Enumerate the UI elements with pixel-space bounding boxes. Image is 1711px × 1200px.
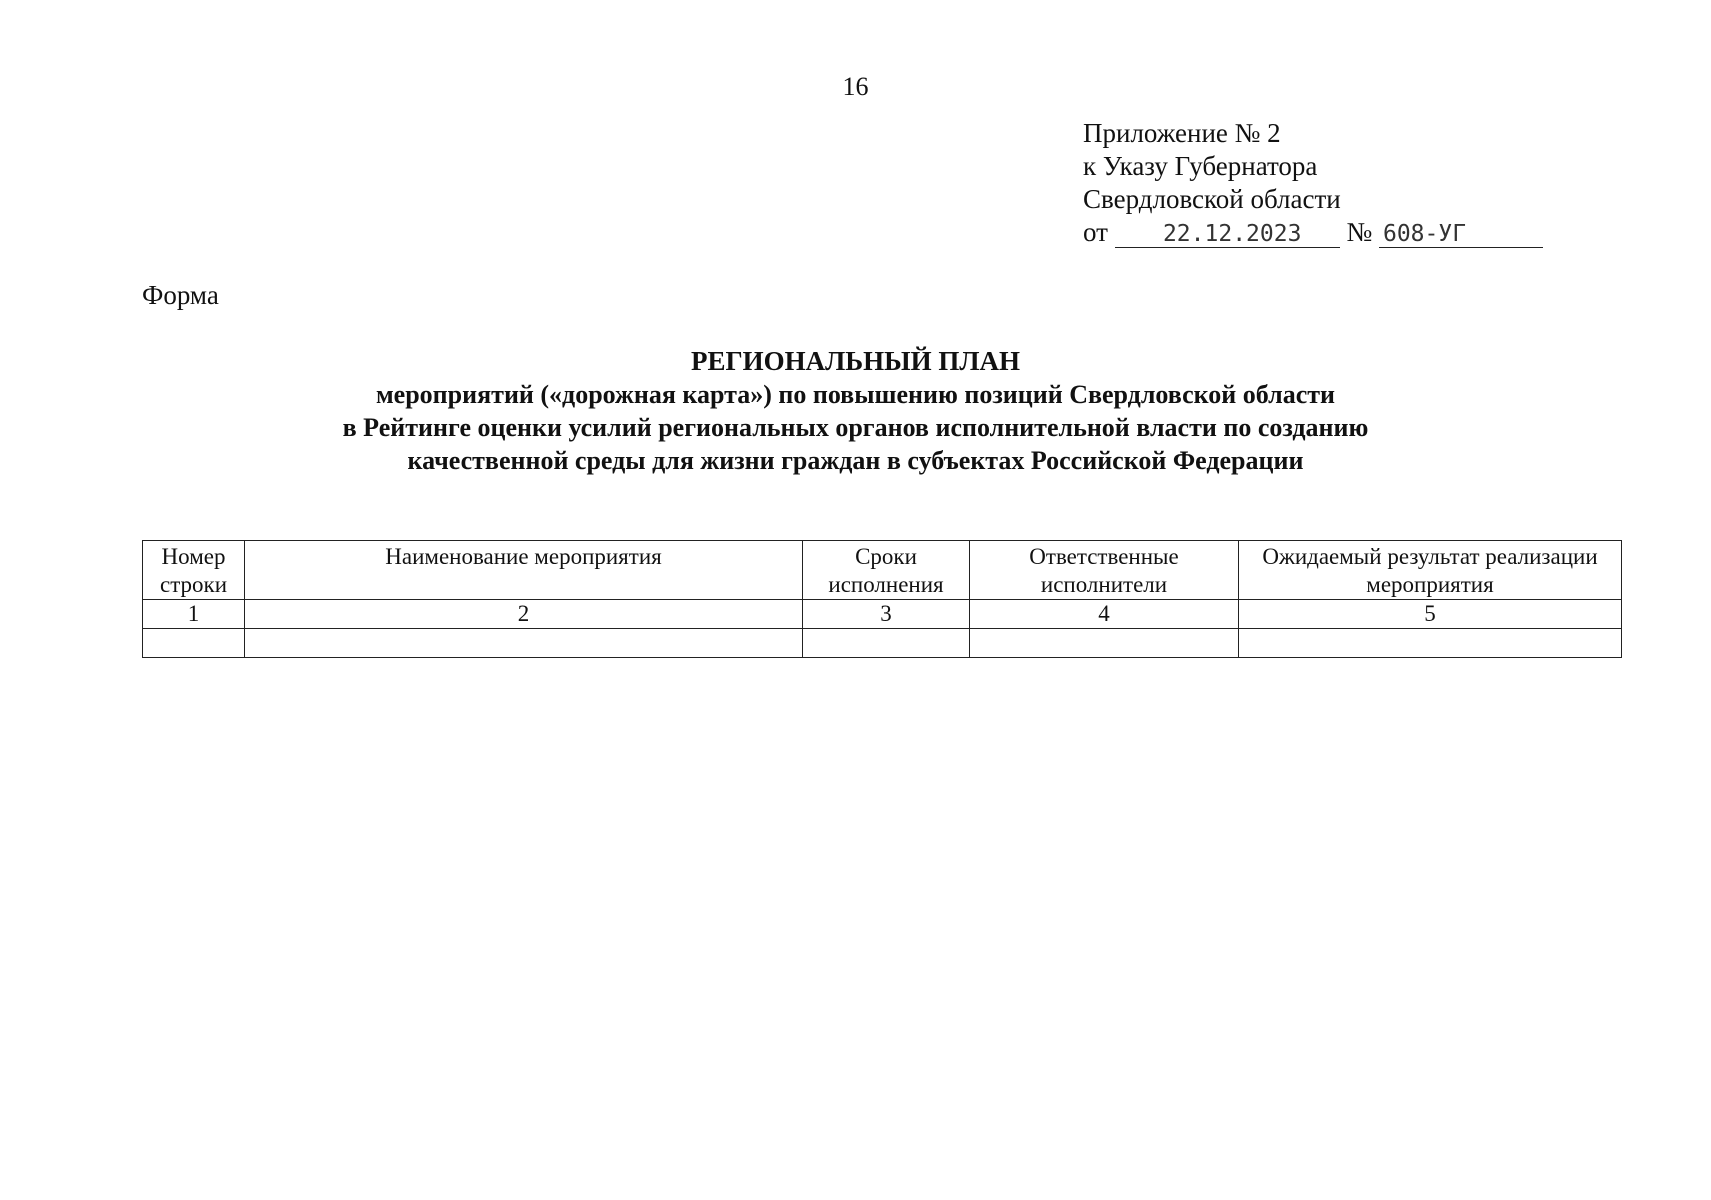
appendix-region: Свердловской области <box>1083 184 1341 214</box>
column-number: 3 <box>803 600 970 629</box>
table-header-row <box>143 541 1622 600</box>
title-line-4: качественной среды для жизни граждан в субъектах Российской Федерации <box>407 446 1304 475</box>
appendix-title: Приложение № 2 <box>1083 118 1281 148</box>
table-row <box>143 629 1622 658</box>
column-number: 5 <box>1239 600 1622 629</box>
column-number-row <box>143 600 1622 629</box>
appendix-decree: к Указу Губернатора <box>1083 151 1318 181</box>
decree-number-field: 608-УГ <box>1379 221 1543 248</box>
page-number: 16 <box>842 72 869 101</box>
title-main: РЕГИОНАЛЬНЫЙ ПЛАН <box>690 346 1021 376</box>
title-line-3: в Рейтинге оценки усилий региональных органов исполнительной власти по созданию <box>342 413 1369 442</box>
date-prefix: от <box>1083 217 1108 247</box>
date-field: 22.12.2023 <box>1115 221 1340 248</box>
table-cell <box>1239 629 1622 658</box>
header-row-number: Номер строки <box>143 541 245 600</box>
plan-table <box>142 540 1622 658</box>
number-prefix: № <box>1346 217 1373 247</box>
title-line-2: мероприятий («дорожная карта») по повышению позиций Свердловской области <box>375 380 1336 409</box>
table-cell <box>143 629 245 658</box>
column-number: 2 <box>245 600 803 629</box>
table-cell <box>803 629 970 658</box>
form-label: Форма <box>142 280 219 310</box>
table-cell <box>970 629 1239 658</box>
column-number: 4 <box>970 600 1239 629</box>
header-expected-result: Ожидаемый результат реализации мероприятия <box>1239 541 1622 600</box>
header-activity-name: Наименование мероприятия <box>245 541 803 600</box>
appendix-date-line <box>1083 216 1543 249</box>
table-cell <box>245 629 803 658</box>
document-title <box>0 345 1711 477</box>
header-responsible: Ответственные исполнители <box>970 541 1239 600</box>
column-number: 1 <box>143 600 245 629</box>
appendix-block <box>1083 117 1543 249</box>
header-deadlines: Сроки исполнения <box>803 541 970 600</box>
